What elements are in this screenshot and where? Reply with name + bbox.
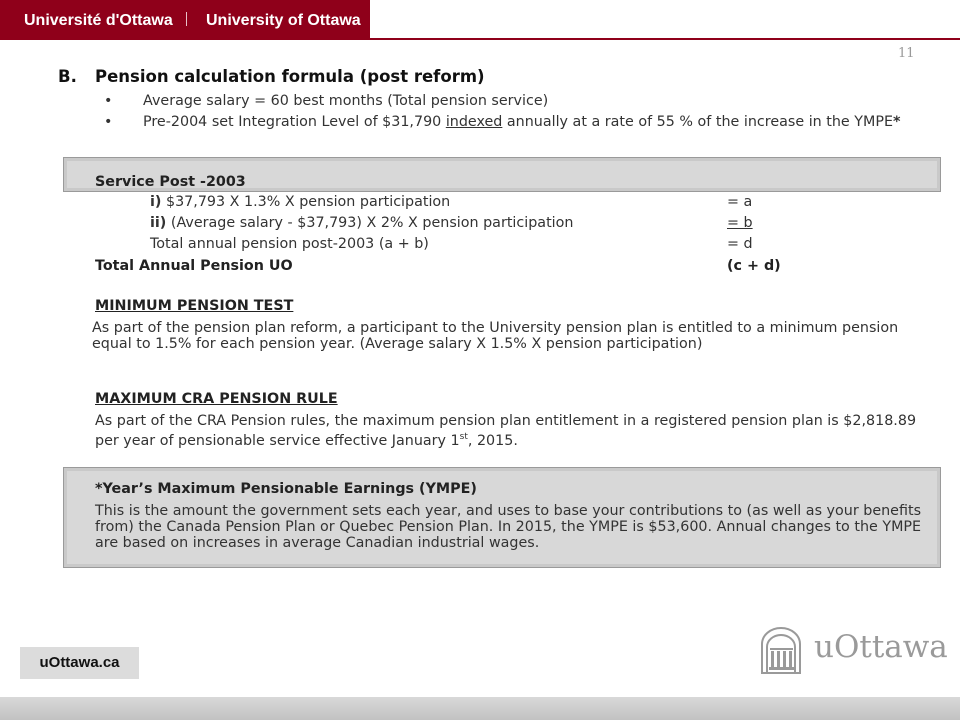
bullet-text [143, 114, 923, 130]
header-bar [0, 0, 370, 40]
indexed-term: indexed [445, 114, 503, 130]
bullet-dot: • [104, 114, 113, 130]
formula-text: (Average salary - $37,793) X 2% X pension participation [166, 215, 574, 231]
logo-wordmark: uOttawa [814, 629, 948, 665]
total-pension-label: Total Annual Pension UO [95, 258, 293, 274]
formula-label: i) [150, 194, 162, 210]
bullet-text: Average salary = 60 best months (Total pension service) [143, 93, 549, 109]
section-title: Pension calculation formula (post reform) [95, 67, 485, 86]
building-icon [756, 626, 806, 676]
total-pension-result: (c + d) [727, 258, 781, 274]
bullet-text-part: Pre-2004 set Integration Level of $31,790 [143, 114, 446, 130]
formula-result-a: = a [727, 194, 753, 210]
slide-number: 11 [898, 46, 915, 61]
section-heading [58, 67, 485, 86]
minimum-heading: MINIMUM PENSION TEST [95, 298, 294, 314]
maximum-text [95, 413, 923, 449]
section-letter: B. [58, 67, 77, 86]
footnote-mark: * [893, 114, 901, 130]
ympe-heading: *Year’s Maximum Pensionable Earnings (YMPE) [95, 481, 477, 497]
maximum-text-part: , 2015. [467, 432, 518, 449]
formula-label: ii) [150, 215, 167, 231]
ordinal-suffix: st [459, 432, 468, 442]
website-link[interactable]: uOttawa.ca [20, 647, 139, 679]
brand-english: University of Ottawa [206, 12, 361, 29]
ympe-text: This is the amount the government sets each year, and uses to base your contributions to (as well as your benefits from) the Canada Pension Plan or Quebec Pension Plan. In 2015, the YMPE is $53,600. Annual changes to the YMPE are based on increases in average Canadian industrial wages. [95, 503, 922, 551]
formula-row-1 [150, 194, 450, 210]
brand-divider [186, 12, 187, 26]
maximum-text-part: As part of the CRA Pension rules, the maximum pension plan entitlement in a registered pension plan is $2,818.89 per year of pensionable service effective January 1 [95, 413, 917, 449]
brand-french: Université d'Ottawa [24, 12, 173, 29]
formula-result-b: = b [727, 215, 753, 231]
service-heading: Service Post -2003 [95, 174, 246, 190]
minimum-text: As part of the pension plan reform, a participant to the University pension plan is entitled to a minimum pension equal to 1.5% for each pension year. (Average salary X 1.5% X pension participation) [92, 320, 899, 352]
maximum-heading: MAXIMUM CRA PENSION RULE [95, 391, 338, 407]
formula-text: $37,793 X 1.3% X pension participation [161, 194, 451, 210]
bullet-dot: • [104, 93, 113, 109]
uottawa-logo [756, 626, 946, 676]
formula-row-2 [150, 215, 573, 231]
formula-row-3: Total annual pension post-2003 (a + b) [150, 236, 429, 252]
formula-result-d: = d [727, 236, 753, 252]
header-rule [370, 38, 960, 40]
footer-bar [0, 697, 960, 720]
bullet-text-part: annually at a rate of 55 % of the increase in the YMPE [502, 114, 893, 130]
